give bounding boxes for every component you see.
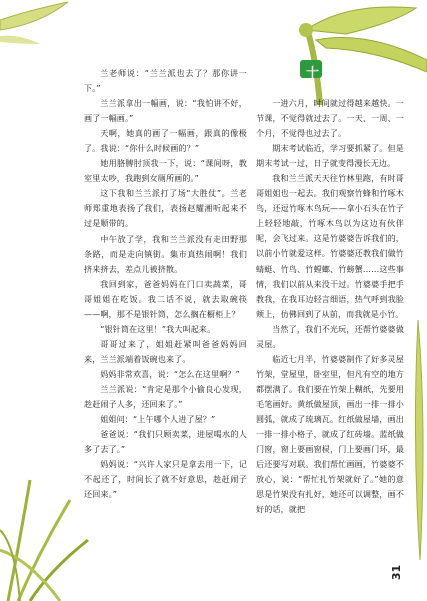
paragraph: 这下我和兰兰派打了场“大胜仗”。兰老师郑重地表扬了我们，表扬赵耀湘听起来不过是顺带的。 [84,188,247,229]
paragraph: 临近七月半，竹婆婆制作了好多灵屋竹架，堂屋里，卧室里，但凡有空的地方都摆满了。我们要在竹架上糊纸，先要用毛笔画好。黄纸做屋顶，画出一排一排小圆弧，就成了琉璃瓦。红纸做屋墙，画出一排一排小格子，就成了红砖墙。蓝纸做门窗，窗上要画窗棂，门上要画门环，最后还要写对联。我们帮忙画画，竹婆婆不放心，说：“帮忙扎竹架就好了。”她的意思是竹架没有扎好，她还可以调整，画不好的话，就把 [256,353,404,515]
dragonfly-wing-bottom [316,38,427,73]
bamboo-leaf-illustration [0,0,70,60]
paragraph: “银针筒在这里！”我大叫起来。 [100,323,216,334]
grass-weave-illustration [0,470,90,601]
paragraph: 兰兰派说：“肯定是那个小偷良心发现，趁赶闹子人多，还回来了。” [84,383,247,410]
paragraph: 哥哥过来了，姐姐赶紧叫爸爸妈妈回来，兰兰派端着饭碗也来了。 [84,338,247,364]
dragonfly-wing-top [306,7,416,34]
paragraph: 天啊，她真的画了一幅画，跟真的像极了。我说：“你什么时候画的？” [84,128,247,154]
paragraph: 我和兰兰派天天往竹林里跑，有时哥哥姐姐也一起去。我们观察竹蜂和竹啄木鸟，还逗竹啄木鸟玩——拿小石头在竹子上轻轻地敲，竹啄木鸟以为这边有伙伴呢，会飞过来。这是竹婆婆告诉我们的，以前小竹就爱这样。竹婆婆还教我们做竹蜻蜓、竹鸟、竹螳螂、竹螃蟹……这些事情，我们以前从来没干过。竹婆婆手把手教我，在我耳边轻言细语，热气呼到我脸颊上，仿佛回到了从前，而我就是小竹。 [256,173,404,319]
paragraph: 期末考试临近，学习要抓紧了。但是期末考试一过，日子就变得漫长无边。 [256,143,404,169]
right-text-column [256,96,404,517]
paragraph: 中午放了学，我和兰兰派没有走田野那条路，而是走向镇街。集市真热闹啊！我们挤来挤去，差点儿被挤散。 [84,233,247,274]
dragonfly-head [299,23,313,37]
left-text-column [84,66,247,502]
paragraph: 她用胳膊肘顶我一下，说：“课间呀，教室里太吵，我跑到女厕所画的。” [84,158,247,184]
paragraph: 我回到家，爸爸妈妈在门口卖蔬菜，哥哥姐姐在吃饭。我二话不说，就去取碗筷——啊，那不是银针筒，怎么搁在橱柜上？ [84,278,247,319]
paragraph: 姐姐问：“上午哪个人进了屋？” [100,414,216,425]
paragraph: 妈妈非常欢喜，说：“怎么在这里啊？” [100,368,240,379]
paragraph: 兰兰派拿出一幅画，说：“我怕讲不好，画了一幅画。” [84,98,247,124]
paragraph: 兰老师说：“兰兰派也去了？那你讲一下。” [84,68,247,94]
paragraph: 妈妈说：“兴许人家只是拿去用一下，记不起还了，时间长了就不好意思，趁赶闹子还回来。” [84,459,247,500]
page-number: 31 [390,564,404,581]
badge-symbol: 十 [306,66,320,81]
bamboo-leaf-right-illustration [408,320,427,560]
paragraph: 爸爸说：“我们只顾卖菜，进屋喝水的人多了去了。” [84,429,247,455]
paragraph: 当然了，我们不光玩，还帮竹婆婆做灵屋。 [256,323,404,349]
paragraph: 一进六月，时间就过得越来越快。一节课，不觉得就过去了。一天、一周、一个月，不觉得也过去了。 [256,98,404,139]
bamboo-dragonfly-illustration [286,0,427,105]
